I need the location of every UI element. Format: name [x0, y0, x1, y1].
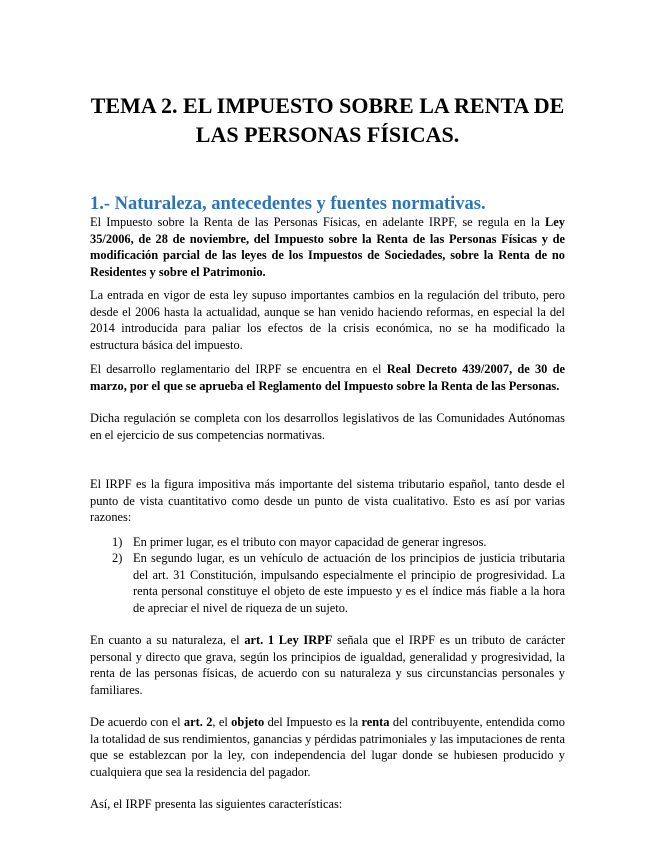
paragraph-figura-impositiva: El IRPF es la figura impositiva más importante del sistema tributario español, tanto desde el punto de vista cuantitativo como desde un punto de vista cualitativo. Esto es así por varias razones: [90, 477, 565, 524]
paragraph-text: del Impuesto es la [264, 715, 362, 729]
page-title [90, 91, 565, 149]
paragraph-text: El desarrollo reglamentario del IRPF se encuentra en el [90, 362, 387, 376]
list-item [90, 550, 565, 616]
paragraph-desarrollo-reglamentario [90, 361, 565, 394]
article-reference-bold: art. 1 Ley IRPF [244, 633, 333, 647]
list-item-text: En primer lugar, es el tributo con mayor capacidad de generar ingresos. [133, 534, 487, 549]
decree-reference-bold: Real Decreto 439/2007, de 30 de marzo, por el que se aprueba el Reglamento del Impuesto sobre la Renta de las Personas. [90, 362, 565, 393]
list-item [90, 534, 565, 551]
paragraph-text: En cuanto a su naturaleza, el [90, 633, 245, 647]
paragraph-text: del contribuyente, entendida como la totalidad de sus rendimientos, ganancias y pérdidas patrimoniales y las imputaciones de renta que se establezcan por la ley, con independencia del lugar donde se hubiesen producido y cualquiera que sea la residencia del pagador. [90, 715, 565, 779]
article-reference-bold: art. 2 [183, 715, 213, 729]
term-objeto-bold: objeto [231, 715, 265, 729]
title-line-2: LAS PERSONAS FÍSICAS. [195, 121, 460, 147]
paragraph-objeto [90, 714, 565, 780]
paragraph-naturaleza [90, 632, 565, 698]
paragraph-caracteristicas: Así, el IRPF presenta las siguientes características: [90, 797, 343, 811]
law-reference-bold: Ley 35/2006, de 28 de noviembre, del Impuesto sobre la Renta de las Personas Físicas y de modificación parcial de las leyes de los Impuestos de Sociedades, sobre la Renta de no Residentes y sobre el Patrimonio. [90, 215, 565, 279]
list-item-number: 1) [112, 534, 123, 549]
document-body [90, 214, 565, 813]
paragraph-ley-35-2006 [90, 214, 565, 280]
paragraph-comunidades-autonomas: Dicha regulación se completa con los desarrollos legislativos de las Comunidades Autónomas en el ejercicio de sus competencias normativas. [90, 411, 565, 442]
term-renta-bold: renta [361, 715, 390, 729]
paragraph-text: De acuerdo con el [90, 715, 184, 729]
paragraph-entrada-en-vigor: La entrada en vigor de esta ley supuso importantes cambios en la regulación del tributo, pero desde el 2006 hasta la actualidad, aunque se han venido haciendo reformas, en especial la del 2014 introducida para paliar los efectos de la crisis económica, no se ha modificado la estructura básica del impuesto. [90, 288, 565, 352]
reasons-list [90, 534, 565, 617]
title-line-1: TEMA 2. EL IMPUESTO SOBRE LA RENTA DE [90, 92, 565, 118]
paragraph-text: señala que el IRPF es un tributo de carácter personal y directo que grava, según los principios de igualdad, generalidad y progresividad, la renta de las personas físicas, de acuerdo con su naturaleza y sus circunstancias personales y familiares. [90, 633, 566, 697]
section-heading: 1.- Naturaleza, antecedentes y fuentes normativas. [90, 194, 486, 215]
paragraph-text: , el [212, 715, 232, 729]
list-item-text: En segundo lugar, es un vehículo de actuación de los principios de justicia tributaria del art. 31 Constitución, impulsando especialmente el principio de progresividad. La renta personal constituye el objeto de este impuesto y es el índice más fiable a la hora de apreciar el nivel de riqueza de un sujeto. [133, 551, 565, 615]
paragraph-text: El Impuesto sobre la Renta de las Personas Físicas, en adelante IRPF, se regula en la [90, 215, 546, 229]
list-item-number: 2) [112, 551, 123, 565]
